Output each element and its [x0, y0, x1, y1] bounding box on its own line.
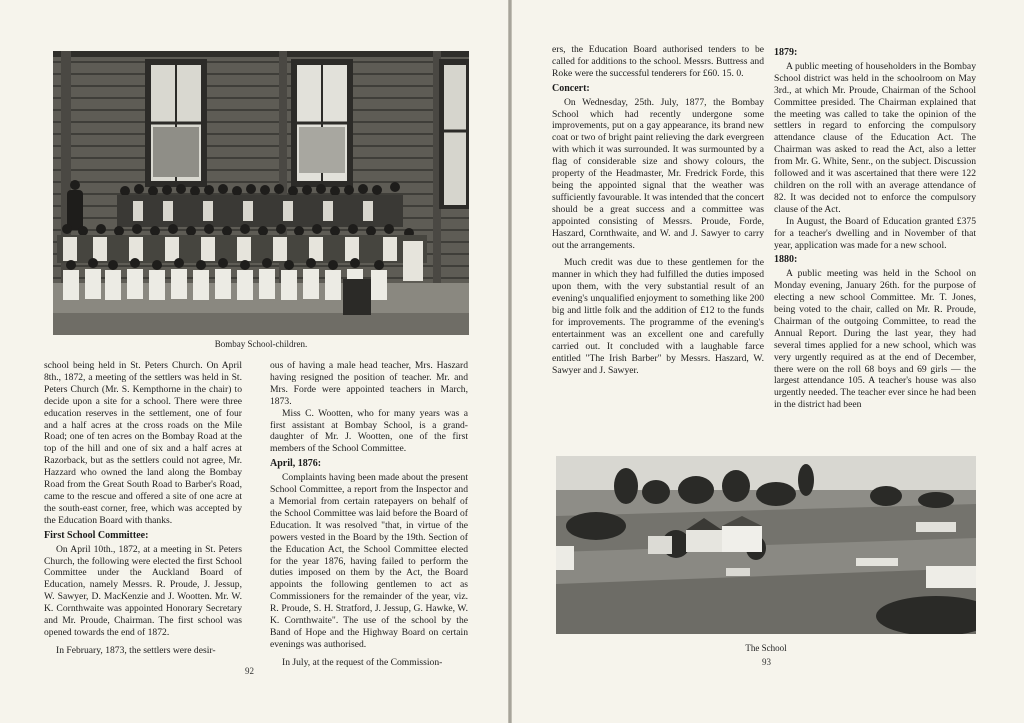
paragraph: In February, 1873, the settlers were desir-: [56, 644, 216, 656]
page-number-right: 93: [762, 657, 771, 667]
heading-concert: Concert:: [552, 82, 590, 94]
left-page: [0, 0, 508, 723]
heading-first-school-committee: First School Committee:: [44, 529, 149, 541]
paragraph: A public meeting of householders in the Bombay School district was held in the schoolroom on May 3rd., at which Mr. Proude, Chairman of the School Committee presided. The Chairman explained that the meeting was called to take the opinion of the settlers in regard to enforcing the compulsory attendance clause of the Education Act. The Chairman was asked to read the Act, also a letter from Mr. G. White, Senr., on the subject. Discussion followed and it was ascertained that there were 122 children on the roll with an average attendance of 82. It was decided not to enforce the compulsory clause of the Act.: [774, 60, 976, 215]
heading-1880: 1880:: [774, 254, 798, 266]
paragraph: On Wednesday, 25th. July, 1877, the Bombay School which had recently undergone some improvements, put on a gay appearance, its brand new coat or two of bright paint relieving the dark evergreen with which it was surrounded. It was surmounted by a flag of considerable size and showy colours, the property of the Headmaster, Mr. Fredrick Forde, this being the appointed signal that the weather was sufficiently favourable. It was intended that the concert should be a great success and a committee was appointed consisting of Messrs. Proude, Forde, Haszard, Cornthwaite, and W. and J. Sawyer to carry out the arrangements.: [552, 96, 764, 251]
paragraph: Miss C. Wootten, who for many years was a first assistant at Bombay School, is a grand-daughter of Mr. J. Wootten, one of the first members of the School Committee.: [270, 407, 468, 455]
left-column-1: [44, 360, 242, 657]
school-landscape-photo: [556, 456, 976, 634]
right-column-1: [552, 44, 764, 376]
heading-april-1876: April, 1876:: [270, 458, 322, 470]
paragraph: ers, the Education Board authorised tenders to be called for additions to the school. Messrs. Buttress and Roke were the successful tenderers for £60. 15. 0.: [552, 44, 764, 79]
paragraph: In August, the Board of Education granted £375 for a teacher's dwelling and in November of that year, application was made for a new school.: [774, 215, 976, 251]
photo-caption-children: Bombay School-children.: [214, 339, 308, 349]
heading-1879: 1879:: [774, 47, 798, 58]
paragraph: In July, at the request of the Commission-: [282, 656, 443, 668]
school-children-photo: [53, 51, 469, 335]
paragraph: Much credit was due to these gentlemen for the manner in which they had fulfilled the duties imposed upon them, with the very substantial result of an evening's unqualified enjoyment to something like 200 big and little folk and the addition of £12 to the funds for improvements. The programme of the evening's entertainment was an excellent one and carefully carried out. It concluded with a laughable farce entitled "The Irish Barber" by Messrs. Haszard, W. Sawyer and J. Sawyer.: [552, 257, 764, 376]
paragraph: school being held in St. Peters Church. On April 8th., 1872, a meeting of the settlers was held in St. Peters Church (Mr. S. Kempthorne in the chair) to decide upon a site for a school. There were three education reserves in the settlement, one of four and a half acres at the cross roads on the Mile Road; one of ten acres on the Bombay Road at the top of the hill and one of six and a half acres at Razorback, but as the settlers could not agree, Mr. Hazzard who owned the land along the Bombay Road from the Great South Road to Barber's Road, came to the rescue and offered a site of one acre at the south-east corner, free, which was accepted by the Education Board with thanks.: [44, 360, 242, 526]
school-children-image: [53, 51, 469, 335]
paragraph: A public meeting was held in the School on Monday evening, January 26th. for the purpose of electing a new school Committee. Mr. T. Jones, being voted to the chair, called on Mr. R. Proude, Chairman of the outgoing Committee, to read the Annual Report. During the last year, they had several times applied for a new school, which was very urgently required as at the end of December, there were on the roll 68 boys and 69 girls — the largest attendance 105. A teacher's house was also urgently needed. The teacher ever since he had been in the district had been: [774, 268, 976, 411]
left-column-2: [270, 360, 468, 669]
paragraph: Complaints having been made about the present School Committee, a report from the Inspector and a Memorial from certain ratepayers on behalf of the School Committee was laid before the Board of Education. It was resolved "that, in virtue of the powers vested in the Board by the 19th. Section of the Education Act, the School Committee elected for the year 1876, having failed to perform the duties imposed on them by the Act, the Board appoints the following gentlemen to act as Commissioners for the remainder of the year, viz. R. Proude, S. H. Stratford, J. Jessup, G. Hawke, W. K. Cornthwaite". The use of the school by the Band of Hope and the Highway Board on certain evenings was authorised.: [270, 472, 468, 650]
page-number-left: 92: [245, 666, 254, 676]
right-column-2: [774, 44, 976, 411]
school-landscape-image: [556, 456, 976, 634]
photo-caption-school: The School: [745, 643, 787, 653]
right-page: [512, 0, 1024, 723]
paragraph: On April 10th., 1872, at a meeting in St. Peters Church, the following were elected the first School Committee under the Auckland Board of Education, namely Messrs. R. Proude, J. Jessup, W. Sawyer, D. MacKenzie and J. Wootten. Mr. W. K. Cornthwaite was appointed Honorary Secretary and Mr. Proude, Chairman. The first school was opened towards the end of 1872.: [44, 543, 242, 638]
paragraph: ous of having a male head teacher, Mrs. Haszard having resigned the position of teacher. Mr. and Mrs. Forde were appointed teachers in March, 1873.: [270, 360, 468, 407]
